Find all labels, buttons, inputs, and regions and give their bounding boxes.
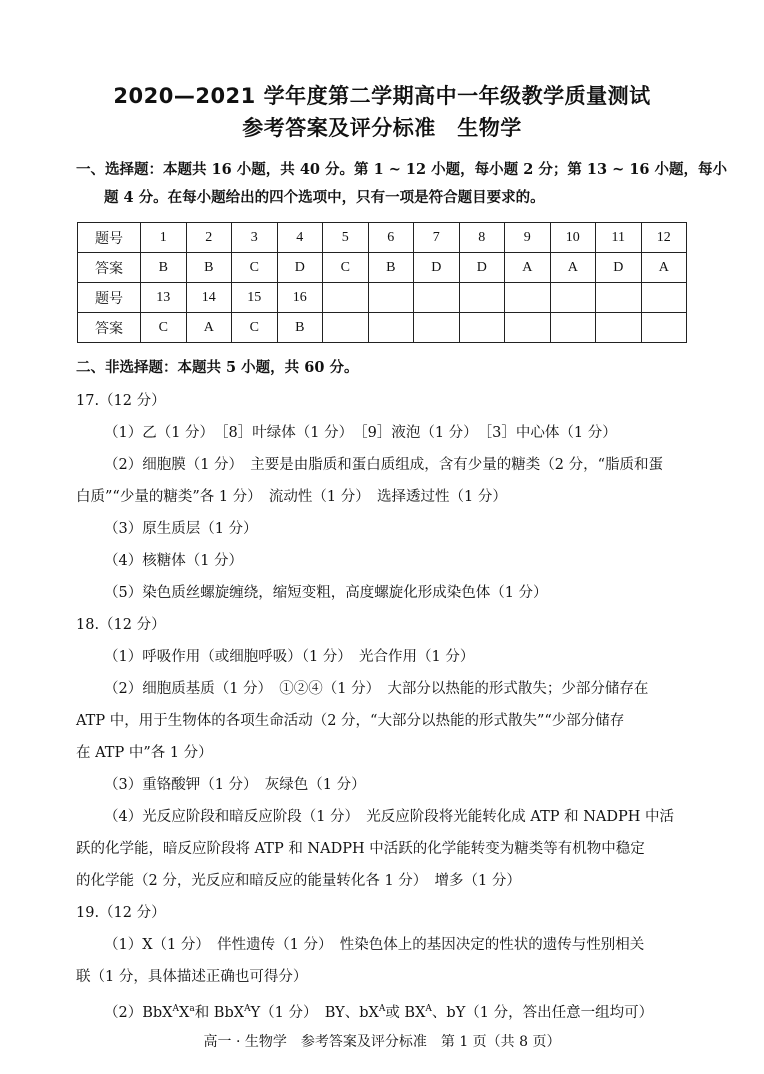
q18-header: 18.（12 分） xyxy=(76,617,166,633)
table-row-answers-1 xyxy=(78,253,687,283)
answer-cell: D xyxy=(277,253,323,283)
empty-cell xyxy=(550,283,596,313)
table-row-questions-1 xyxy=(78,223,687,253)
q18-line2: （2）细胞质基质（1 分） ①②④（1 分） 大部分以热能的形式散失；少部分储存在 xyxy=(104,681,649,697)
answer-cell: D xyxy=(459,253,505,283)
row-label-question: 题号 xyxy=(78,283,141,313)
empty-cell xyxy=(550,313,596,343)
q19-line3-part: 或 BX xyxy=(385,1004,426,1021)
superscript-allele: a xyxy=(189,1004,195,1014)
q17-line4: （3）原生质层（1 分） xyxy=(104,521,258,537)
answer-cell: A xyxy=(186,313,232,343)
q17-line6: （5）染色质丝螺旋缠绕，缩短变粗，高度螺旋化形成染色体（1 分） xyxy=(104,585,548,601)
page-footer: 高一 · 生物学 参考答案及评分标准 第 1 页（共 8 页） xyxy=(203,1034,561,1050)
empty-cell xyxy=(596,313,642,343)
section2-heading: 二、非选择题：本题共 5 小题，共 60 分。 xyxy=(76,359,359,376)
answer-table xyxy=(77,222,687,343)
question-number-cell: 14 xyxy=(186,283,232,313)
answer-cell: B xyxy=(277,313,323,343)
question-number-cell: 11 xyxy=(596,223,642,253)
q18-line4: 在 ATP 中”各 1 分） xyxy=(76,745,213,761)
q18-line5: （3）重铬酸钾（1 分） 灰绿色（1 分） xyxy=(104,777,366,793)
question-number-cell: 5 xyxy=(323,223,369,253)
question-number-cell: 2 xyxy=(186,223,232,253)
answer-cell: D xyxy=(414,253,460,283)
answer-cell: D xyxy=(596,253,642,283)
answer-cell: A xyxy=(505,253,551,283)
q19-line3 xyxy=(104,999,653,1023)
table-row-questions-2 xyxy=(78,283,687,313)
empty-cell xyxy=(323,283,369,313)
empty-cell xyxy=(414,313,460,343)
q19-line3-part: 、bY（1 分，答出任意一组均可） xyxy=(431,1004,654,1021)
empty-cell xyxy=(641,283,687,313)
answer-cell: B xyxy=(368,253,414,283)
q17-line3: 白质”“少量的糖类”各 1 分） 流动性（1 分） 选择透过性（1 分） xyxy=(76,489,507,505)
q18-line3: ATP 中，用于生物体的各项生命活动（2 分，“大部分以热能的形式散失”“少部分储存 xyxy=(76,713,625,729)
empty-cell xyxy=(368,283,414,313)
question-number-cell: 3 xyxy=(232,223,278,253)
section1-instructions-line1: 一、选择题：本题共 16 小题，共 40 分。第 1 ~ 12 小题，每小题 2 分；第 13 ~ 16 小题，每小 xyxy=(76,161,728,178)
question-number-cell: 9 xyxy=(505,223,551,253)
superscript-allele: A xyxy=(172,1004,179,1014)
q17-header: 17.（12 分） xyxy=(76,393,166,409)
q18-line8: 的化学能（2 分，光反应和暗反应的能量转化各 1 分） 增多（1 分） xyxy=(76,873,521,889)
q19-line2: 联（1 分，具体描述正确也可得分） xyxy=(76,969,308,985)
section1-instructions-line2: 题 4 分。在每小题给出的四个选项中，只有一项是符合题目要求的。 xyxy=(104,189,545,206)
empty-cell xyxy=(641,313,687,343)
question-number-cell: 12 xyxy=(641,223,687,253)
empty-cell xyxy=(459,283,505,313)
empty-cell xyxy=(596,283,642,313)
q19-line3-part: X xyxy=(179,1004,190,1021)
q18-line6: （4）光反应阶段和暗反应阶段（1 分） 光反应阶段将光能转化成 ATP 和 NADPH 中活 xyxy=(104,809,675,825)
q18-line1: （1）呼吸作用（或细胞呼吸）（1 分） 光合作用（1 分） xyxy=(104,649,475,665)
page-subtitle: 参考答案及评分标准 生物学 xyxy=(242,116,522,140)
row-label-answer: 答案 xyxy=(78,313,141,343)
row-label-answer: 答案 xyxy=(78,253,141,283)
answer-cell: C xyxy=(232,313,278,343)
table-row-answers-2 xyxy=(78,313,687,343)
superscript-allele: A xyxy=(244,1004,251,1014)
question-number-cell: 8 xyxy=(459,223,505,253)
empty-cell xyxy=(505,313,551,343)
q17-line5: （4）核糖体（1 分） xyxy=(104,553,244,569)
answer-cell: C xyxy=(323,253,369,283)
answer-cell: C xyxy=(141,313,187,343)
question-number-cell: 13 xyxy=(141,283,187,313)
q19-header: 19.（12 分） xyxy=(76,905,166,921)
question-number-cell: 16 xyxy=(277,283,323,313)
q17-line2: （2）细胞膜（1 分） 主要是由脂质和蛋白质组成，含有少量的糖类（2 分，“脂质和蛋 xyxy=(104,457,664,473)
q19-line3-part: 和 BbX xyxy=(194,1004,245,1021)
q19-line3-part: （2）BbX xyxy=(104,1004,173,1021)
superscript-allele: A xyxy=(425,1004,432,1014)
row-label-question: 题号 xyxy=(78,223,141,253)
question-number-cell: 6 xyxy=(368,223,414,253)
empty-cell xyxy=(414,283,460,313)
answer-cell: B xyxy=(141,253,187,283)
empty-cell xyxy=(505,283,551,313)
q19-line3-part: Y（1 分） BY、bX xyxy=(250,1004,379,1021)
q18-line7: 跃的化学能，暗反应阶段将 ATP 和 NADPH 中活跃的化学能转变为糖类等有机物中稳定 xyxy=(76,841,645,857)
q17-line1: （1）乙（1 分） ［8］叶绿体（1 分） ［9］液泡（1 分） ［3］中心体（1 分） xyxy=(104,425,617,441)
q19-line1: （1）X（1 分） 伴性遗传（1 分） 性染色体上的基因决定的性状的遗传与性别相关 xyxy=(104,937,645,953)
answer-cell: C xyxy=(232,253,278,283)
answer-cell: A xyxy=(641,253,687,283)
page-title: 2020—2021 学年度第二学期高中一年级教学质量测试 xyxy=(113,84,651,108)
answer-cell: B xyxy=(186,253,232,283)
question-number-cell: 1 xyxy=(141,223,187,253)
question-number-cell: 4 xyxy=(277,223,323,253)
answer-cell: A xyxy=(550,253,596,283)
question-number-cell: 15 xyxy=(232,283,278,313)
superscript-allele: A xyxy=(378,1004,386,1014)
empty-cell xyxy=(368,313,414,343)
empty-cell xyxy=(459,313,505,343)
question-number-cell: 10 xyxy=(550,223,596,253)
empty-cell xyxy=(323,313,369,343)
question-number-cell: 7 xyxy=(414,223,460,253)
